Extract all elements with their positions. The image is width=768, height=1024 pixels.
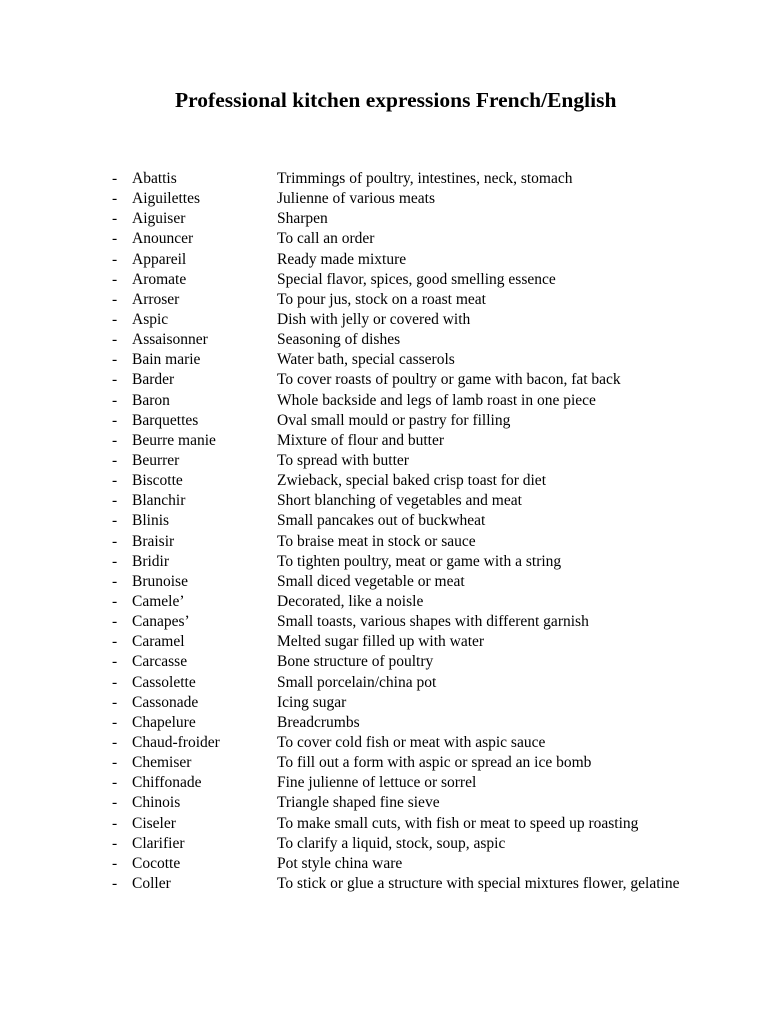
glossary-term: Chemiser xyxy=(132,754,192,772)
list-bullet: - xyxy=(112,733,118,751)
list-item xyxy=(0,189,768,209)
glossary-term: Aiguilettes xyxy=(132,190,201,208)
list-item xyxy=(0,874,768,894)
glossary-definition: Special flavor, spices, good smelling essence xyxy=(277,270,556,288)
list-item xyxy=(0,209,768,229)
glossary-term: Braisir xyxy=(132,532,175,550)
list-item xyxy=(0,290,768,310)
list-bullet: - xyxy=(112,613,118,631)
glossary-term: Clarifier xyxy=(132,834,185,852)
list-item xyxy=(0,431,768,451)
glossary-definition: Small toasts, various shapes with different garnish xyxy=(277,613,589,631)
list-bullet: - xyxy=(112,774,118,792)
glossary-term: Aromate xyxy=(132,270,187,288)
list-item xyxy=(0,713,768,733)
glossary-definition: To spread with butter xyxy=(277,451,409,469)
list-item xyxy=(0,773,768,793)
list-bullet: - xyxy=(112,250,118,268)
list-item xyxy=(0,310,768,330)
list-bullet: - xyxy=(112,371,118,389)
glossary-definition: Zwieback, special baked crisp toast for diet xyxy=(277,472,546,490)
list-bullet: - xyxy=(112,310,118,328)
list-bullet: - xyxy=(112,794,118,812)
glossary-term: Chaud-froider xyxy=(132,733,220,751)
list-item xyxy=(0,572,768,592)
list-bullet: - xyxy=(112,874,118,892)
list-item xyxy=(0,229,768,249)
glossary-definition: To stick or glue a structure with special mixtures flower, gelatine xyxy=(277,874,680,892)
list-bullet: - xyxy=(112,572,118,590)
glossary-term: Abattis xyxy=(132,170,177,187)
list-item xyxy=(0,854,768,874)
glossary-definition: Water bath, special casserols xyxy=(277,351,455,369)
list-item xyxy=(0,270,768,290)
list-item xyxy=(0,612,768,632)
glossary-term: Chinois xyxy=(132,794,181,812)
glossary-term: Beurrer xyxy=(132,451,180,469)
list-item xyxy=(0,451,768,471)
list-item xyxy=(0,411,768,431)
list-item xyxy=(0,552,768,572)
glossary-definition: Small pancakes out of buckwheat xyxy=(277,512,486,530)
glossary-definition: Breadcrumbs xyxy=(277,713,360,731)
list-item xyxy=(0,330,768,350)
glossary-term: Cassonade xyxy=(132,693,199,711)
list-bullet: - xyxy=(112,411,118,429)
glossary-term: Chapelure xyxy=(132,713,196,731)
glossary-term: Ciseler xyxy=(132,814,176,832)
glossary-definition: Triangle shaped fine sieve xyxy=(277,794,440,812)
glossary-definition: Short blanching of vegetables and meat xyxy=(277,492,522,510)
glossary-definition: To tighten poultry, meat or game with a string xyxy=(277,552,562,570)
glossary-definition: Bone structure of poultry xyxy=(277,653,434,671)
glossary-definition: To pour jus, stock on a roast meat xyxy=(277,290,486,308)
glossary-definition: Whole backside and legs of lamb roast in one piece xyxy=(277,391,596,409)
list-bullet: - xyxy=(112,290,118,308)
glossary-definition: To fill out a form with aspic or spread an ice bomb xyxy=(277,754,592,772)
glossary-term: Bain marie xyxy=(132,351,201,369)
glossary-definition: Melted sugar filled up with water xyxy=(277,633,485,651)
glossary-term: Coller xyxy=(132,874,171,892)
list-bullet: - xyxy=(112,633,118,651)
glossary-definition: Decorated, like a noisle xyxy=(277,592,424,610)
list-bullet: - xyxy=(112,834,118,852)
list-bullet: - xyxy=(112,270,118,288)
list-item xyxy=(0,733,768,753)
glossary-term: Assaisonner xyxy=(132,331,208,349)
glossary-definition: Small diced vegetable or meat xyxy=(277,572,465,590)
list-bullet: - xyxy=(112,351,118,369)
glossary-term: Camele’ xyxy=(132,592,185,610)
list-bullet: - xyxy=(112,754,118,772)
list-bullet: - xyxy=(112,814,118,832)
glossary-term: Appareil xyxy=(132,250,187,268)
list-bullet: - xyxy=(112,431,118,449)
list-bullet: - xyxy=(112,653,118,671)
list-bullet: - xyxy=(112,673,118,691)
glossary-definition: Sharpen xyxy=(277,210,328,228)
glossary-term: Brunoise xyxy=(132,572,188,590)
list-bullet: - xyxy=(112,451,118,469)
list-item xyxy=(0,471,768,491)
glossary-definition: Trimmings of poultry, intestines, neck, stomach xyxy=(277,170,573,187)
glossary-term: Aspic xyxy=(132,310,169,328)
list-item xyxy=(0,693,768,713)
list-item xyxy=(0,491,768,511)
glossary-definition: Pot style china ware xyxy=(277,854,403,872)
page-title: Professional kitchen expressions French/English xyxy=(175,88,617,112)
list-bullet: - xyxy=(112,210,118,228)
glossary-term: Barquettes xyxy=(132,411,199,429)
list-item xyxy=(0,652,768,672)
glossary-term: Bridir xyxy=(132,552,170,570)
list-item xyxy=(0,834,768,854)
glossary-term: Canapes’ xyxy=(132,613,190,631)
glossary-term: Blinis xyxy=(132,512,170,530)
glossary-term: Anouncer xyxy=(132,230,194,248)
glossary-definition: Mixture of flour and butter xyxy=(277,431,445,449)
list-bullet: - xyxy=(112,592,118,610)
list-bullet: - xyxy=(112,854,118,872)
glossary-term: Beurre manie xyxy=(132,431,216,449)
list-bullet: - xyxy=(112,190,118,208)
glossary-definition: To braise meat in stock or sauce xyxy=(277,532,476,550)
glossary-term: Arroser xyxy=(132,290,180,308)
glossary-term: Barder xyxy=(132,371,175,389)
list-item xyxy=(0,753,768,773)
list-item xyxy=(0,350,768,370)
glossary-definition: Ready made mixture xyxy=(277,250,407,268)
glossary-definition: Small porcelain/china pot xyxy=(277,673,437,691)
list-item xyxy=(0,592,768,612)
glossary-list xyxy=(0,169,768,894)
glossary-definition: To make small cuts, with fish or meat to speed up roasting xyxy=(277,814,639,832)
glossary-term: Biscotte xyxy=(132,472,183,490)
list-bullet: - xyxy=(112,492,118,510)
glossary-definition: Julienne of various meats xyxy=(277,190,435,208)
glossary-definition: To call an order xyxy=(277,230,375,248)
glossary-definition: To cover cold fish or meat with aspic sauce xyxy=(277,733,546,751)
glossary-term: Aiguiser xyxy=(132,210,186,228)
list-item xyxy=(0,250,768,270)
list-bullet: - xyxy=(112,532,118,550)
list-item xyxy=(0,814,768,834)
glossary-definition: Icing sugar xyxy=(277,693,347,711)
list-item xyxy=(0,511,768,531)
list-item xyxy=(0,169,768,189)
glossary-term: Baron xyxy=(132,391,170,409)
glossary-definition: Oval small mould or pastry for filling xyxy=(277,411,511,429)
glossary-definition: Fine julienne of lettuce or sorrel xyxy=(277,774,477,792)
glossary-term: Cocotte xyxy=(132,854,181,872)
list-bullet: - xyxy=(112,472,118,490)
list-item xyxy=(0,391,768,411)
glossary-term: Blanchir xyxy=(132,492,186,510)
list-item xyxy=(0,532,768,552)
glossary-definition: Seasoning of dishes xyxy=(277,331,401,349)
list-bullet: - xyxy=(112,693,118,711)
list-item xyxy=(0,673,768,693)
list-bullet: - xyxy=(112,713,118,731)
list-bullet: - xyxy=(112,170,118,187)
list-item xyxy=(0,370,768,390)
list-item xyxy=(0,632,768,652)
glossary-definition: To clarify a liquid, stock, soup, aspic xyxy=(277,834,506,852)
glossary-term: Caramel xyxy=(132,633,185,651)
glossary-term: Cassolette xyxy=(132,673,196,691)
glossary-definition: Dish with jelly or covered with xyxy=(277,310,471,328)
list-bullet: - xyxy=(112,552,118,570)
list-bullet: - xyxy=(112,230,118,248)
list-item xyxy=(0,793,768,813)
list-bullet: - xyxy=(112,512,118,530)
list-bullet: - xyxy=(112,391,118,409)
glossary-definition: To cover roasts of poultry or game with bacon, fat back xyxy=(277,371,621,389)
glossary-term: Chiffonade xyxy=(132,774,202,792)
list-bullet: - xyxy=(112,331,118,349)
glossary-term: Carcasse xyxy=(132,653,188,671)
